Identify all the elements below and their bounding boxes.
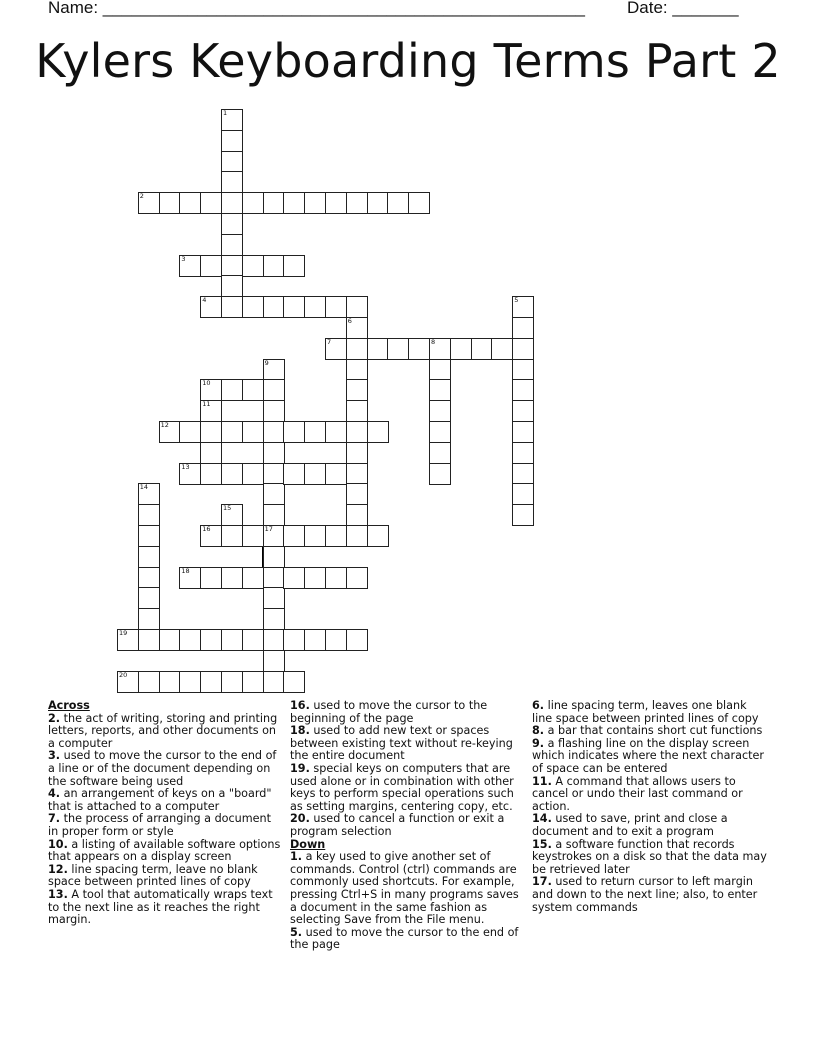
crossword-cell[interactable] xyxy=(159,192,181,214)
crossword-cell[interactable] xyxy=(325,525,347,547)
clue-down-6 xyxy=(532,700,770,725)
crossword-cell[interactable] xyxy=(387,338,409,360)
clue-text: used to return cursor to left margin and down to the next line; also, to enter system commands xyxy=(532,875,758,914)
crossword-cell[interactable] xyxy=(200,296,222,318)
clue-across-2 xyxy=(48,713,283,751)
clue-text: A tool that automatically wraps text to the next line as it reaches the right margin. xyxy=(48,887,273,927)
clue-number: 5. xyxy=(290,925,303,939)
crossword-cell[interactable] xyxy=(346,567,368,589)
clue-number: 20. xyxy=(290,812,310,826)
page-title: Kylers Keyboarding Terms Part 2 xyxy=(35,34,781,88)
clue-across-3 xyxy=(48,750,283,788)
crossword-cell[interactable] xyxy=(283,671,305,693)
clue-text: used to move the cursor to the end of a line or of the document depending on the software being used xyxy=(48,749,277,788)
clue-down-1 xyxy=(290,851,526,927)
crossword-cell[interactable] xyxy=(179,629,201,651)
crossword-cell[interactable] xyxy=(346,483,368,505)
crossword-cell[interactable] xyxy=(263,359,285,381)
clue-across-7 xyxy=(48,813,283,838)
crossword-cell[interactable] xyxy=(263,400,285,422)
crossword-cell[interactable] xyxy=(179,463,201,485)
crossword-cell[interactable] xyxy=(325,629,347,651)
clue-number: 15. xyxy=(532,837,552,851)
crossword-cell[interactable] xyxy=(200,255,222,277)
clue-across-4 xyxy=(48,788,283,813)
clue-number-label: 18 xyxy=(181,566,190,575)
date-field-label: Date: _______ xyxy=(627,0,739,17)
across-heading: Across xyxy=(48,699,90,712)
clue-number: 17. xyxy=(532,875,552,889)
crossword-cell[interactable] xyxy=(200,192,222,214)
crossword-cell[interactable] xyxy=(304,567,326,589)
crossword-cell[interactable] xyxy=(283,255,305,277)
crossword-cell[interactable] xyxy=(179,255,201,277)
crossword-cell[interactable] xyxy=(200,567,222,589)
crossword-cell[interactable] xyxy=(117,629,139,651)
clue-across-13 xyxy=(48,889,283,927)
crossword-cell[interactable] xyxy=(138,546,160,568)
crossword-cell[interactable] xyxy=(221,463,243,485)
crossword-cell[interactable] xyxy=(512,483,534,505)
clue-number-label: 14 xyxy=(139,483,149,492)
crossword-cell[interactable] xyxy=(346,525,368,547)
crossword-cell[interactable] xyxy=(263,296,285,318)
crossword-cell[interactable] xyxy=(221,379,243,401)
clue-number: 12. xyxy=(48,862,68,876)
crossword-cell[interactable] xyxy=(179,671,201,693)
crossword-cell[interactable] xyxy=(200,525,222,547)
crossword-cell[interactable] xyxy=(263,483,285,505)
crossword-cell[interactable] xyxy=(263,650,285,672)
crossword-cell[interactable] xyxy=(242,671,264,693)
crossword-cell[interactable] xyxy=(138,629,160,651)
crossword-cell[interactable] xyxy=(242,255,264,277)
crossword-cell[interactable] xyxy=(512,504,534,526)
clue-text: a flashing line on the display screen which indicates where the next character of space can be entered xyxy=(532,736,764,775)
crossword-cell[interactable] xyxy=(221,151,243,173)
clue-down-15 xyxy=(532,839,770,877)
crossword-cell[interactable] xyxy=(221,671,243,693)
crossword-cell[interactable] xyxy=(512,359,534,381)
crossword-cell[interactable] xyxy=(138,504,160,526)
clue-number: 6. xyxy=(532,699,545,712)
crossword-cell[interactable] xyxy=(263,587,285,609)
crossword-cell[interactable] xyxy=(304,192,326,214)
crossword-cell[interactable] xyxy=(346,442,368,464)
crossword-cell[interactable] xyxy=(471,338,493,360)
crossword-cell[interactable] xyxy=(263,567,285,589)
clue-number-label: 19 xyxy=(119,629,128,637)
crossword-cell[interactable] xyxy=(138,483,160,505)
clue-number-label: 12 xyxy=(160,421,169,429)
crossword-cell[interactable] xyxy=(408,192,430,214)
clue-number: 14. xyxy=(532,812,552,826)
crossword-cell[interactable] xyxy=(512,317,534,339)
clue-number: 18. xyxy=(290,724,310,738)
clue-down-9 xyxy=(532,738,770,776)
crossword-cell[interactable] xyxy=(159,671,181,693)
crossword-cell[interactable] xyxy=(367,192,389,214)
crossword-cell[interactable] xyxy=(221,275,243,297)
crossword-cell[interactable] xyxy=(242,525,264,547)
crossword-cell[interactable] xyxy=(263,421,285,443)
crossword-cell[interactable] xyxy=(512,379,534,401)
clue-text: used to move the cursor to the beginning of the page xyxy=(290,699,488,725)
clue-down-14 xyxy=(532,813,770,838)
crossword-cell[interactable] xyxy=(242,296,264,318)
clue-number: 19. xyxy=(290,761,310,775)
crossword-cell[interactable] xyxy=(263,546,285,568)
crossword-cell[interactable] xyxy=(263,192,285,214)
crossword-cell[interactable] xyxy=(429,379,451,401)
clue-across-16 xyxy=(290,700,526,725)
crossword-cell[interactable] xyxy=(512,296,534,318)
crossword-cell[interactable] xyxy=(200,421,222,443)
clue-number-label: 17 xyxy=(264,525,273,533)
crossword-cell[interactable] xyxy=(512,421,534,443)
crossword-cell[interactable] xyxy=(221,255,243,277)
clue-text: an arrangement of keys on a "board" that is attached to a computer xyxy=(48,787,272,813)
crossword-cell[interactable] xyxy=(304,296,326,318)
clue-number: 13. xyxy=(48,887,68,901)
clue-across-18 xyxy=(290,725,526,763)
clue-text: the act of writing, storing and printing letters, reports, and other documents on a computer xyxy=(48,711,278,750)
crossword-cell[interactable] xyxy=(304,463,326,485)
clue-text: used to cancel a function or exit a program selection xyxy=(290,812,505,838)
crossword-cell[interactable] xyxy=(325,567,347,589)
crossword-cell[interactable] xyxy=(512,338,534,360)
clue-number: 16. xyxy=(290,699,310,712)
crossword-cell[interactable] xyxy=(221,130,243,152)
clues-column-2 xyxy=(290,700,526,952)
crossword-cell[interactable] xyxy=(179,421,201,443)
crossword-cell[interactable] xyxy=(263,671,285,693)
crossword-cell[interactable] xyxy=(263,525,285,547)
crossword-cell[interactable] xyxy=(346,400,368,422)
crossword-cell[interactable] xyxy=(408,338,430,360)
crossword-cell[interactable] xyxy=(346,296,368,318)
clue-text: used to save, print and close a document and to exit a program xyxy=(532,812,728,838)
crossword-cell[interactable] xyxy=(346,379,368,401)
crossword-cell[interactable] xyxy=(221,296,243,318)
clue-number-label: 15 xyxy=(223,504,232,513)
clue-down-5 xyxy=(290,927,526,952)
crossword-cell[interactable] xyxy=(387,192,409,214)
crossword-cell[interactable] xyxy=(304,525,326,547)
clue-text: a key used to give another set of commands. Control (ctrl) commands are commonly used shortcuts. For example, pressing Ctrl+S in many programs saves a document in the same fashion as selecting Save from the File menu. xyxy=(290,850,519,927)
crossword-cell[interactable] xyxy=(429,338,451,360)
crossword-cell[interactable] xyxy=(242,379,264,401)
clues-column-1 xyxy=(48,700,283,927)
crossword-cell[interactable] xyxy=(221,171,243,193)
crossword-cell[interactable] xyxy=(242,421,264,443)
clue-number-label: 2 xyxy=(139,192,144,201)
clue-number: 9. xyxy=(532,736,545,750)
crossword-cell[interactable] xyxy=(283,525,305,547)
crossword-cell[interactable] xyxy=(346,629,368,651)
crossword-cell[interactable] xyxy=(117,671,139,693)
clue-text: a bar that contains short cut functions xyxy=(547,724,763,738)
crossword-cell[interactable] xyxy=(138,567,160,589)
crossword-cell[interactable] xyxy=(283,421,305,443)
crossword-cell[interactable] xyxy=(263,255,285,277)
crossword-cell[interactable] xyxy=(263,379,285,401)
clue-number: 1. xyxy=(290,850,303,864)
crossword-cell[interactable] xyxy=(221,234,243,256)
clue-number: 7. xyxy=(48,812,61,826)
clue-number: 10. xyxy=(48,837,68,851)
clue-number-label: 1 xyxy=(223,109,228,117)
crossword-cell[interactable] xyxy=(159,421,181,443)
crossword-cell[interactable] xyxy=(242,192,264,214)
crossword-cell[interactable] xyxy=(429,442,451,464)
down-heading: Down xyxy=(290,837,326,851)
clue-number-label: 8 xyxy=(431,337,436,346)
clue-across-20 xyxy=(290,813,526,838)
crossword-cell[interactable] xyxy=(200,629,222,651)
clue-number-label: 20 xyxy=(119,670,128,679)
crossword-cell[interactable] xyxy=(138,671,160,693)
crossword-cell[interactable] xyxy=(263,504,285,526)
crossword-cell[interactable] xyxy=(325,338,347,360)
crossword-cell[interactable] xyxy=(138,587,160,609)
crossword-cell[interactable] xyxy=(283,463,305,485)
crossword-cell[interactable] xyxy=(200,400,222,422)
crossword-cell[interactable] xyxy=(491,338,513,360)
crossword-cell[interactable] xyxy=(429,400,451,422)
crossword-cell[interactable] xyxy=(283,192,305,214)
clue-down-11 xyxy=(532,776,770,814)
crossword-cell[interactable] xyxy=(346,192,368,214)
crossword-cell[interactable] xyxy=(512,400,534,422)
crossword-cell[interactable] xyxy=(242,463,264,485)
crossword-cell[interactable] xyxy=(367,338,389,360)
crossword-cell[interactable] xyxy=(242,629,264,651)
crossword-cell[interactable] xyxy=(263,463,285,485)
clue-down-17 xyxy=(532,876,770,914)
crossword-cell[interactable] xyxy=(304,629,326,651)
crossword-cell[interactable] xyxy=(325,463,347,485)
clue-number-label: 6 xyxy=(347,317,352,325)
clue-number: 11. xyxy=(532,774,552,788)
clue-number-label: 10 xyxy=(202,379,211,388)
crossword-cell[interactable] xyxy=(367,421,389,443)
crossword-cell[interactable] xyxy=(263,608,285,630)
clue-text: A command that allows users to cancel or undo their last command or action. xyxy=(532,774,743,813)
crossword-cell[interactable] xyxy=(138,192,160,214)
crossword-cell[interactable] xyxy=(138,525,160,547)
crossword-cell[interactable] xyxy=(159,629,181,651)
crossword-cell[interactable] xyxy=(512,442,534,464)
crossword-cell[interactable] xyxy=(346,504,368,526)
crossword-cell[interactable] xyxy=(325,192,347,214)
clue-text: special keys on computers that are used alone or in combination with other keys to perform special operations such as setting margins, centering copy, etc. xyxy=(290,761,514,813)
clue-text: line spacing term, leave no blank space between printed lines of copy xyxy=(48,862,258,889)
clue-text: a listing of available software options that appears on a display screen xyxy=(48,837,281,864)
clue-across-10 xyxy=(48,839,283,864)
crossword-cell[interactable] xyxy=(221,421,243,443)
clue-number-label: 16 xyxy=(202,525,211,533)
crossword-cell[interactable] xyxy=(346,359,368,381)
crossword-cell[interactable] xyxy=(283,567,305,589)
clue-number-label: 7 xyxy=(327,337,332,346)
crossword-cell[interactable] xyxy=(429,421,451,443)
crossword-cell[interactable] xyxy=(346,463,368,485)
clue-number: 8. xyxy=(532,724,545,738)
crossword-cell[interactable] xyxy=(283,629,305,651)
crossword-cell[interactable] xyxy=(221,109,243,131)
clue-number-label: 11 xyxy=(202,400,211,409)
crossword-cell[interactable] xyxy=(346,338,368,360)
crossword-cell[interactable] xyxy=(179,567,201,589)
crossword-cell[interactable] xyxy=(263,442,285,464)
crossword-cell[interactable] xyxy=(179,192,201,214)
clue-number: 4. xyxy=(48,787,61,801)
clue-number-label: 3 xyxy=(181,254,186,263)
crossword-cell[interactable] xyxy=(200,463,222,485)
crossword-cell[interactable] xyxy=(221,629,243,651)
crossword-cell[interactable] xyxy=(325,296,347,318)
crossword-cell[interactable] xyxy=(200,671,222,693)
crossword-cell[interactable] xyxy=(221,192,243,214)
crossword-cell[interactable] xyxy=(242,567,264,589)
clue-text: a software function that records keystrokes on a disk so that the data may be retrieved later xyxy=(532,837,767,876)
crossword-cell[interactable] xyxy=(221,213,243,235)
crossword-cell[interactable] xyxy=(221,567,243,589)
clue-text: used to move the cursor to the end of the page xyxy=(290,925,519,952)
clues-column-3 xyxy=(532,700,770,914)
clue-across-12 xyxy=(48,864,283,889)
crossword-cell[interactable] xyxy=(263,629,285,651)
crossword-cell[interactable] xyxy=(450,338,472,360)
clue-number: 2. xyxy=(48,711,61,725)
crossword-cell[interactable] xyxy=(367,525,389,547)
clue-number-label: 9 xyxy=(264,358,269,367)
crossword-cell[interactable] xyxy=(346,317,368,339)
clue-number-label: 13 xyxy=(181,462,190,471)
crossword-cell[interactable] xyxy=(429,463,451,485)
crossword-cell[interactable] xyxy=(200,442,222,464)
crossword-cell[interactable] xyxy=(221,525,243,547)
clue-text: used to add new text or spaces between existing text without re-keying the entire document xyxy=(290,724,513,763)
crossword-cell[interactable] xyxy=(283,296,305,318)
clue-text: line spacing term, leaves one blank line space between printed lines of copy xyxy=(532,699,759,725)
clue-number: 3. xyxy=(48,749,61,763)
crossword-cell[interactable] xyxy=(221,504,243,526)
crossword-cell[interactable] xyxy=(429,359,451,381)
clue-across-19 xyxy=(290,763,526,813)
name-field-label: Name: ___________________________________________________ xyxy=(48,0,585,17)
crossword-cell[interactable] xyxy=(325,421,347,443)
crossword-cell[interactable] xyxy=(304,421,326,443)
crossword-cell[interactable] xyxy=(200,379,222,401)
clue-text: the process of arranging a document in proper form or style xyxy=(48,812,272,838)
clue-number-label: 5 xyxy=(514,296,519,305)
crossword-cell[interactable] xyxy=(138,608,160,630)
clue-number-label: 4 xyxy=(202,296,207,305)
crossword-cell[interactable] xyxy=(346,421,368,443)
crossword-cell[interactable] xyxy=(512,463,534,485)
